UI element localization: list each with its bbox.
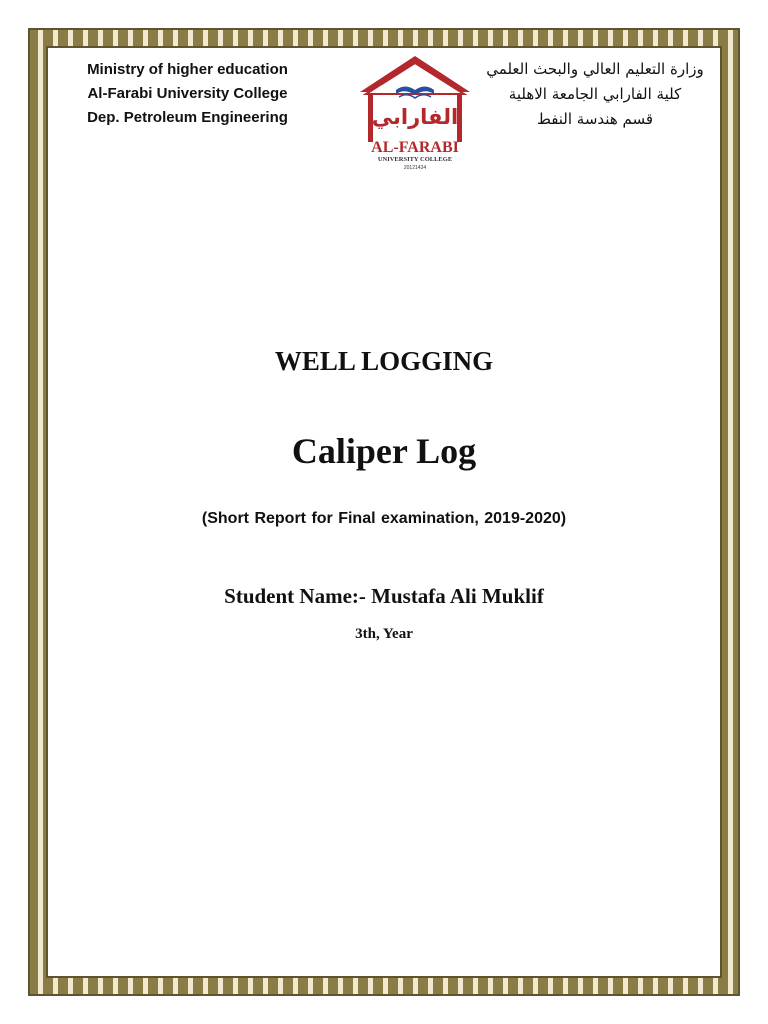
book-icon xyxy=(396,87,434,99)
header-left-block xyxy=(60,58,315,130)
ministry-text-arabic: وزارة التعليم العالي والبحث العلمي xyxy=(486,60,704,78)
college-text-arabic: كلية الفارابي الجامعة الاهلية xyxy=(508,85,682,103)
logo-name: AL-FARABI xyxy=(371,139,459,156)
header-right-block xyxy=(470,57,720,132)
student-year: 3th, Year xyxy=(355,626,413,642)
student-name: Student Name:- Mustafa Ali Muklif xyxy=(224,584,544,608)
ministry-text: Ministry of higher education xyxy=(87,61,288,78)
department-text-arabic: قسم هندسة النفط xyxy=(536,110,654,128)
document-subtitle: Caliper Log xyxy=(291,431,477,471)
report-note: (Short Report for Final examination, 2019-2020) xyxy=(201,510,567,527)
department-text: Dep. Petroleum Engineering xyxy=(87,109,288,126)
college-text: Al-Farabi University College xyxy=(87,85,288,102)
logo-arabic-name: الفارابي xyxy=(371,105,459,129)
logo-code: 20121434 xyxy=(403,165,427,171)
document-title: WELL LOGGING xyxy=(274,346,494,376)
college-logo xyxy=(352,54,478,172)
logo-subname: UNIVERSITY COLLEGE xyxy=(377,156,453,163)
